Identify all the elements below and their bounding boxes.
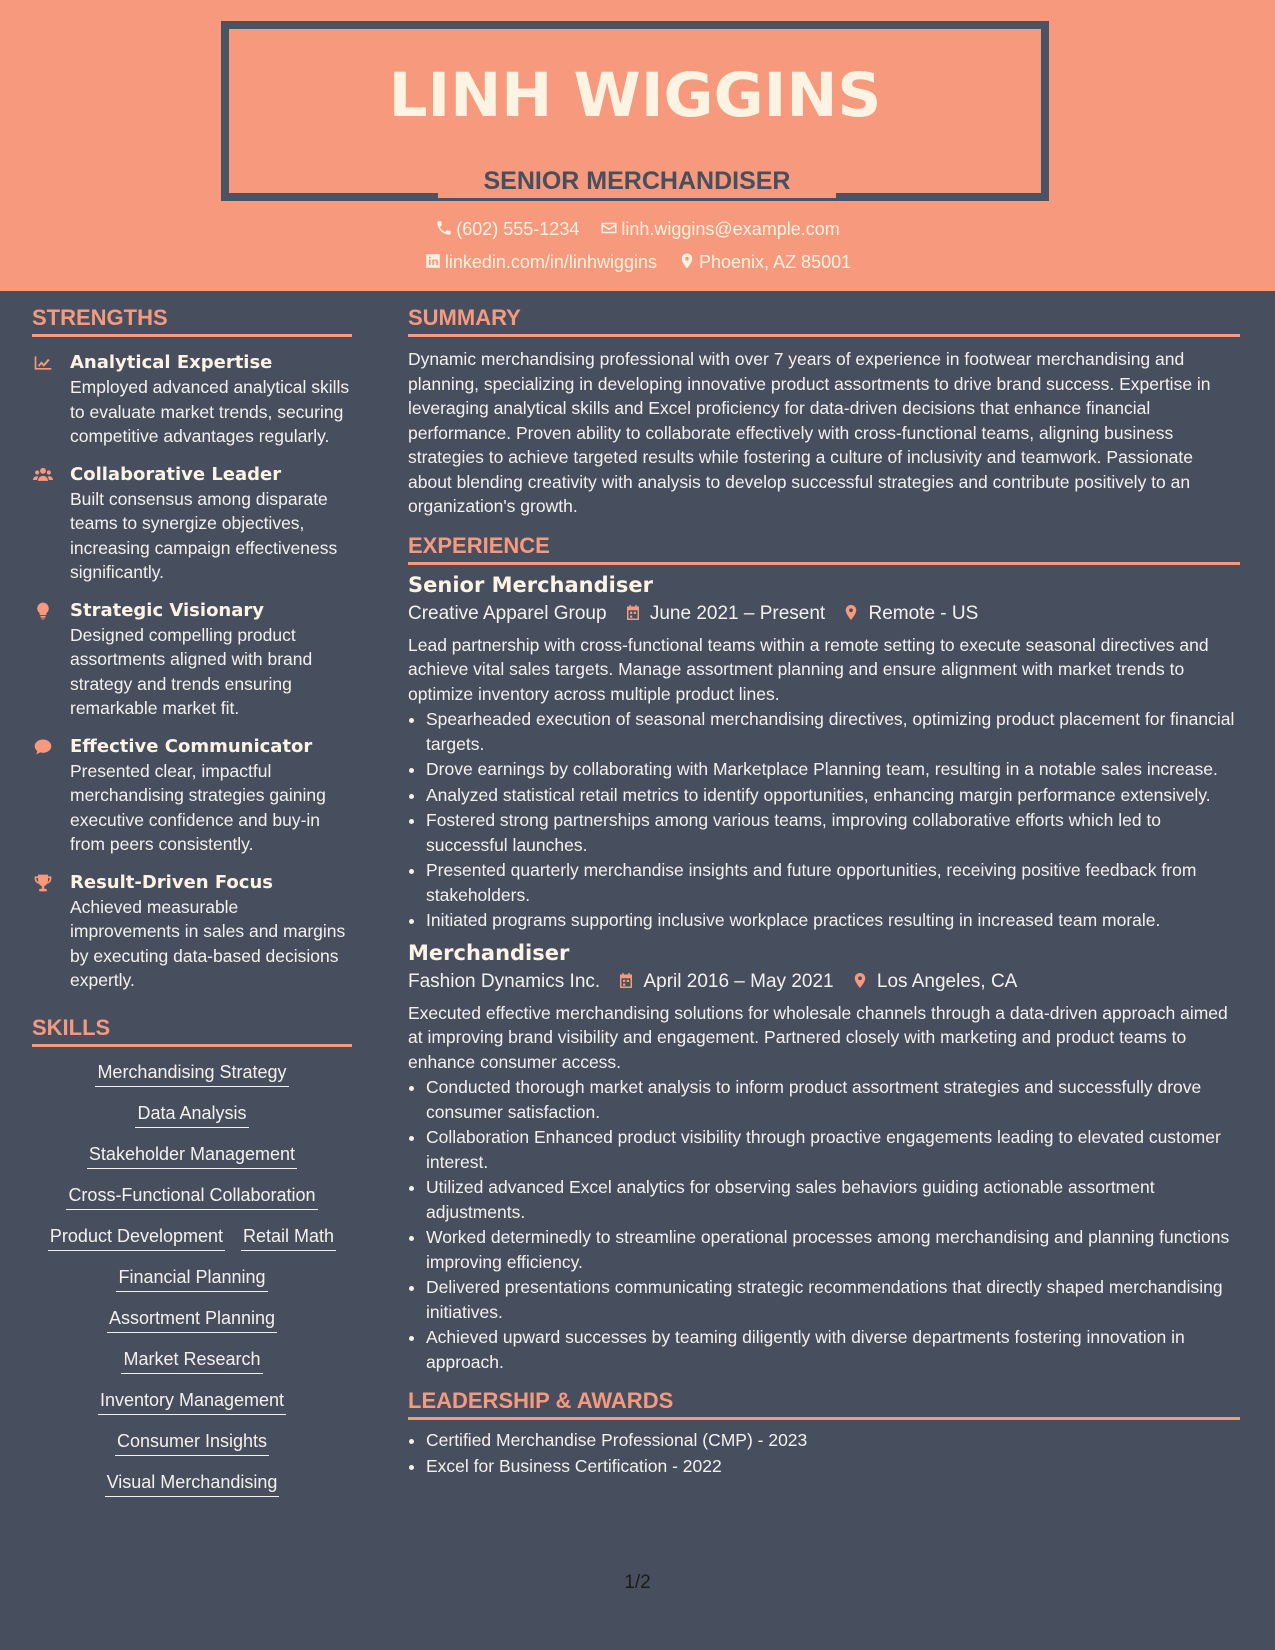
job-meta: [408, 971, 1240, 993]
strengths-heading: STRENGTHS: [32, 305, 352, 337]
users-icon: [32, 465, 54, 485]
skill-tag: Merchandising Strategy: [95, 1061, 288, 1087]
map-marker-icon: [842, 603, 860, 622]
award-item: • Certified Merchandise Professional (CMP) - 2023: [426, 1428, 1240, 1453]
strength-item: [32, 735, 352, 857]
contact-row-1: [0, 219, 1275, 240]
location-contact: [678, 252, 851, 273]
job-bullets: [408, 1075, 1240, 1374]
page-number: 1/2: [624, 1572, 651, 1593]
strength-title: Analytical Expertise: [70, 352, 273, 373]
awards-list: [408, 1428, 1240, 1478]
left-column: [32, 305, 352, 1512]
map-marker-icon: [678, 252, 696, 270]
summary-text: Dynamic merchandising professional with over 7 years of experience in footwear merchandising and planning, specializing in developing innovative product assortments to drive brand success. Expertise in leveraging analytical skills and Excel proficiency for data-driven decisions that enhance financial performance. Proven ability to collaborate effectively with cross-functional teams, aligning business strategies to achieve targeted results while fostering a culture of inclusivity and teamwork. Passionate about blending creativity with analysis to develop successful strategies and contribute positively to an organization's growth.: [408, 349, 1211, 516]
skill-tag: Assortment Planning: [107, 1307, 277, 1333]
calendar-icon: [617, 971, 635, 990]
strength-title: Result-Driven Focus: [70, 871, 273, 893]
candidate-name: LINH WIGGINS: [388, 60, 882, 131]
strength-desc: Presented clear, impactful merchandising strategies gaining executive confidence and buy-in from peers consistently.: [70, 760, 326, 854]
skill-tag: Consumer Insights: [115, 1430, 269, 1456]
skill-tag: Inventory Management: [98, 1389, 286, 1415]
envelope-icon: [600, 219, 618, 237]
job-description: Lead partnership with cross-functional teams within a remote setting to execute seasonal directives and achieve vital sales targets. Manage assortment planning and ensure alignment with market trends to optimize inventory across multiple product lines.: [408, 634, 1209, 704]
email-text: linh.wiggins@example.com: [621, 219, 840, 239]
candidate-title: SENIOR MERCHANDISER: [483, 167, 791, 195]
job-title: Senior Merchandiser: [408, 572, 653, 597]
bullet-item: • Conducted thorough market analysis to inform product assortment strategies and successfully drove consumer satisfaction.: [426, 1075, 1240, 1124]
header: [0, 0, 1275, 291]
phone-text: (602) 555-1234: [456, 219, 580, 239]
bullet-item: • Achieved upward successes by teaming diligently with diverse departments fostering innovation in approach.: [426, 1325, 1240, 1374]
linkedin-text: linkedin.com/in/linhwiggins: [444, 252, 657, 272]
bullet-item: • Drove earnings by collaborating with Marketplace Planning team, resulting in a notable sales increase.: [426, 757, 1240, 782]
job-dates: April 2016 – May 2021: [643, 970, 834, 992]
bullet-item: • Delivered presentations communicating strategic recommendations that directly shaped merchandising initiatives.: [426, 1275, 1240, 1324]
right-column: [408, 305, 1240, 1478]
bullet-item: • Initiated programs supporting inclusive workplace practices resulting in increased team morale.: [426, 908, 1240, 933]
location-text: Phoenix, AZ 85001: [699, 252, 852, 272]
skill-tag: Market Research: [121, 1348, 262, 1374]
email-contact[interactable]: [600, 219, 839, 240]
job-meta: [408, 603, 1240, 625]
skills-list: [32, 1061, 352, 1497]
job-description: Executed effective merchandising solutions for wholesale channels through a data-driven approach aimed at improving brand visibility and engagement. Partnered closely with marketing and product teams to enhance consumer access.: [408, 1002, 1228, 1072]
skill-tag: Product Development: [48, 1225, 225, 1251]
strength-desc: Employed advanced analytical skills to evaluate market trends, securing competitive advantages regularly.: [70, 377, 350, 446]
bullet-item: • Worked determinedly to streamline operational processes among merchandising and planning functions improving efficiency.: [426, 1225, 1240, 1274]
job-entry: [408, 573, 1240, 933]
linkedin-icon: [424, 252, 442, 270]
bullet-item: • Presented quarterly merchandise insights and future opportunities, receiving positive feedback from stakeholders.: [426, 858, 1240, 907]
linkedin-contact[interactable]: [424, 252, 657, 273]
strength-desc: Achieved measurable improvements in sales and margins by executing data-based decisions expertly.: [70, 896, 346, 990]
bullet-item: • Collaboration Enhanced product visibility through proactive engagements leading to elevated customer interest.: [426, 1125, 1240, 1174]
bullet-item: • Fostered strong partnerships among various teams, improving collaborative efforts which led to successful launches.: [426, 808, 1240, 857]
skill-tag: Financial Planning: [116, 1266, 267, 1292]
map-marker-icon: [851, 971, 869, 990]
skill-tag: Retail Math: [241, 1225, 336, 1251]
job-dates: June 2021 – Present: [649, 602, 826, 624]
job-title: Merchandiser: [408, 940, 570, 965]
skill-tag: Visual Merchandising: [105, 1471, 280, 1497]
strength-title: Strategic Visionary: [70, 599, 265, 621]
award-item: • Excel for Business Certification - 2022: [426, 1454, 1240, 1479]
chart-line-icon: [32, 353, 54, 373]
job-location: Los Angeles, CA: [876, 970, 1018, 992]
job-bullets: [408, 707, 1240, 933]
strength-item: [32, 463, 352, 585]
strength-item: [32, 871, 352, 993]
job-entry: [408, 941, 1240, 1375]
skills-heading: SKILLS: [32, 1015, 352, 1047]
experience-heading: EXPERIENCE: [408, 533, 1240, 565]
phone-icon: [435, 219, 453, 237]
skill-tag: Cross-Functional Collaboration: [66, 1184, 317, 1210]
skill-tag: Stakeholder Management: [87, 1143, 297, 1169]
contact-row-2: [0, 252, 1275, 273]
lightbulb-icon: [32, 601, 54, 621]
strength-desc: Designed compelling product assortments aligned with brand strategy and trends ensuring remarkable market fit.: [70, 624, 313, 718]
summary-heading: SUMMARY: [408, 305, 1240, 337]
comment-icon: [32, 737, 54, 757]
job-location: Remote - US: [868, 602, 979, 624]
awards-heading: LEADERSHIP & AWARDS: [408, 1388, 1240, 1420]
bullet-item: • Spearheaded execution of seasonal merchandising directives, optimizing product placement for financial targets.: [426, 707, 1240, 756]
strength-desc: Built consensus among disparate teams to synergize objectives, increasing campaign effectiveness significantly.: [70, 488, 338, 582]
skill-tag: Data Analysis: [135, 1102, 248, 1128]
strength-title: Collaborative Leader: [70, 463, 282, 485]
strength-item: [32, 599, 352, 721]
job-company: Creative Apparel Group: [408, 602, 607, 624]
bullet-item: • Utilized advanced Excel analytics for observing sales behaviors guiding actionable assortment adjustments.: [426, 1175, 1240, 1224]
job-company: Fashion Dynamics Inc.: [408, 970, 601, 992]
calendar-icon: [624, 603, 642, 622]
strength-item: [32, 351, 352, 449]
phone-contact[interactable]: [435, 219, 579, 240]
bullet-item: • Analyzed statistical retail metrics to identify opportunities, enhancing margin performance extensively.: [426, 783, 1240, 808]
trophy-icon: [32, 873, 54, 893]
strength-title: Effective Communicator: [70, 735, 313, 757]
